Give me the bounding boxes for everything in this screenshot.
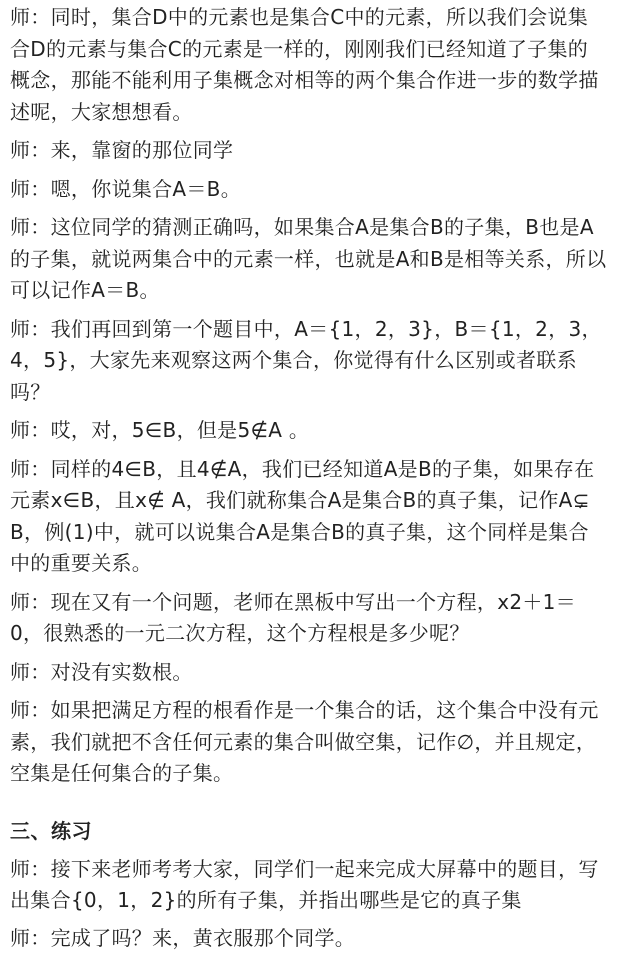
section-heading: 三、练习 (10, 816, 608, 846)
paragraph: 师：对没有实数根。 (10, 657, 608, 689)
paragraph: 师：同样的4∈B，且4∉A，我们已经知道A是B的子集，如果存在元素x∈B，且x∉ A，我们就称集合A是集合B的真子集，记作A⊊B，例(1)中，就可以说集合A是集合B的真子集，这个同样是集合中的重要关系。 (10, 454, 608, 580)
paragraph: 师：我们再回到第一个题目中，A＝{1，2，3}，B＝{1，2，3，4，5}，大家先来观察这两个集合，你觉得有什么区别或者联系吗？ (10, 314, 608, 409)
paragraph: 师：现在又有一个问题，老师在黑板中写出一个方程，x2＋1＝0，很熟悉的一元二次方程，这个方程根是多少呢？ (10, 587, 608, 650)
paragraph: 师：接下来老师考考大家，同学们一起来完成大屏幕中的题目，写出集合{0，1，2}的所有子集，并指出哪些是它的真子集 (10, 854, 608, 917)
paragraph: 师：嗯，你说集合A＝B。 (10, 174, 608, 206)
paragraph: 师：同时，集合D中的元素也是集合C中的元素，所以我们会说集合D的元素与集合C的元素是一样的，刚刚我们已经知道了子集的概念，那能不能利用子集概念对相等的两个集合作进一步的数学描述呢，大家想想看。 (10, 2, 608, 128)
paragraph: 师：如果把满足方程的根看作是一个集合的话，这个集合中没有元素，我们就把不含任何元素的集合叫做空集，记作∅，并且规定，空集是任何集合的子集。 (10, 695, 608, 790)
paragraph: 师：这位同学的猜测正确吗，如果集合A是集合B的子集，B也是A的子集，就说两集合中的元素一样，也就是A和B是相等关系，所以可以记作A＝B。 (10, 212, 608, 307)
paragraph: 师：来，靠窗的那位同学 (10, 135, 608, 167)
paragraph: 师：哎，对，5∈B，但是5∉A 。 (10, 415, 608, 447)
paragraph: 师：完成了吗？来，黄衣服那个同学。 (10, 923, 608, 954)
